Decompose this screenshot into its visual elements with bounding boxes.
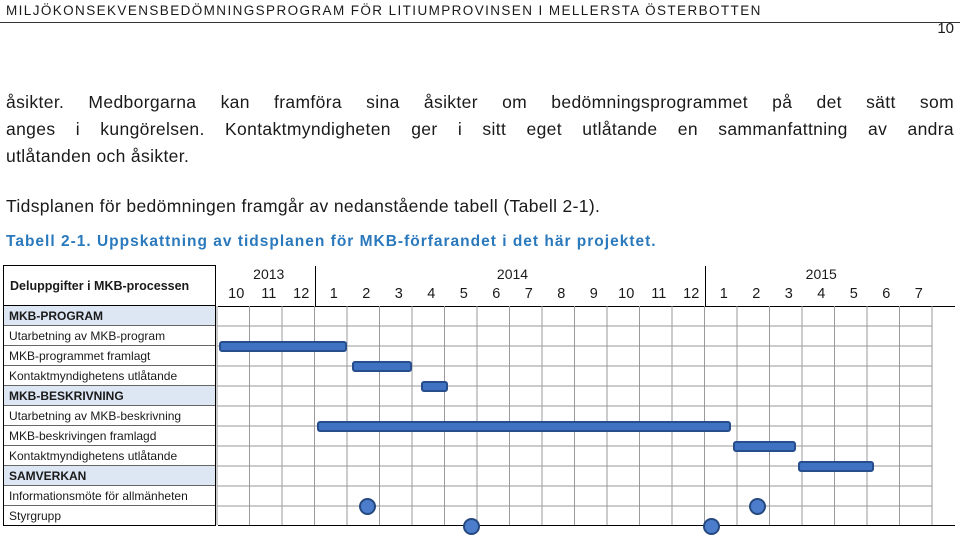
gantt-month-label: 10 [228,286,245,302]
gantt-grid-bottom [218,525,955,526]
gantt-bar [317,421,731,432]
gantt-year-label: 2015 [805,266,837,282]
running-header: MILJÖKONSEKVENSBEDÖMNINGSPROGRAM FÖR LITIUMPROVINSEN I MELLERSTA ÖSTERBOTTEN [6,3,762,18]
gantt-year-row [220,266,952,286]
gantt-month-label: 2 [752,286,761,302]
gantt-year-divider [315,266,316,306]
gantt-section-label: SAMVERKAN [4,466,215,486]
gantt-month-label: 3 [784,286,793,302]
gantt-task-label: MKB-programmet framlagt [4,346,215,366]
gantt-month-label: 6 [882,286,891,302]
gantt-month-label: 7 [914,286,923,302]
gantt-bar [219,341,347,352]
gantt-section-label: MKB-PROGRAM [4,306,215,326]
paragraph-line: utlåtanden och åsikter. [6,146,190,166]
gantt-grid-top [218,306,955,307]
gantt-month-label: 11 [651,286,667,302]
table-caption: Tabell 2-1. Uppskattning av tidsplanen för MKB-förfarandet i det här projektet. [6,233,657,250]
gantt-month-label: 11 [261,286,277,302]
gantt-task-label: Utarbetning av MKB-beskrivning [4,406,215,426]
page-number: 10 [937,20,954,37]
gantt-month-row [220,286,952,306]
gantt-task-label: Utarbetning av MKB-program [4,326,215,346]
gantt-month-label: 7 [524,286,533,302]
gantt-month-label: 4 [427,286,436,302]
gantt-bar [798,461,874,472]
gantt-month-label: 3 [394,286,403,302]
gantt-month-label: 8 [557,286,566,302]
gantt-milestone [703,518,720,535]
gantt-year-label: 2013 [253,266,285,282]
gantt-task-label: Informationsmöte för allmänheten [4,486,215,506]
gantt-bar [352,361,412,372]
gantt-month-label: 2 [362,286,371,302]
gantt-year-label: 2014 [496,266,529,282]
gantt-bar [733,441,796,452]
paragraph-line: anges i kungörelsen. Kontaktmyndigheten ger i sitt eget utlåtande en sammanfattning av andra [6,119,954,139]
paragraph-schedule: Tidsplanen för bedömningen framgår av nedanstående tabell (Tabell 2-1). [6,196,601,216]
gantt-month-label: 6 [492,286,501,302]
gantt-task-label: Kontaktmyndighetens utlåtande [4,366,215,386]
gantt-month-label: 5 [849,286,858,302]
gantt-month-label: 1 [329,286,338,302]
gantt-year-divider [705,266,706,306]
gantt-month-label: 12 [293,286,310,302]
gantt-task-label: Styrgrupp [9,509,62,523]
gantt-bar [421,381,448,392]
gantt-task-column [3,265,216,526]
gantt-task-label: MKB-beskrivingen framlagd [4,426,215,446]
gantt-task-label: Kontaktmyndighetens utlåtande [4,446,215,466]
gantt-milestone [749,498,766,515]
paragraph-line: åsikter. Medborgarna kan framföra sina åsikter om bedömningsprogrammet på det sätt som [6,92,954,112]
gantt-section-label: MKB-BESKRIVNING [4,386,215,406]
gantt-month-label: 5 [459,286,468,302]
gantt-month-label: 12 [683,286,700,302]
header-rule [0,22,960,23]
gantt-month-label: 9 [589,286,598,302]
gantt-header-label: Deluppgifter i MKB-processen [4,266,215,306]
gantt-milestone [463,518,480,535]
gantt-milestone [359,498,376,515]
gantt-month-label: 1 [719,286,728,302]
gantt-month-label: 4 [817,286,826,302]
gantt-month-label: 10 [618,286,635,302]
paragraph-intro [6,89,954,170]
